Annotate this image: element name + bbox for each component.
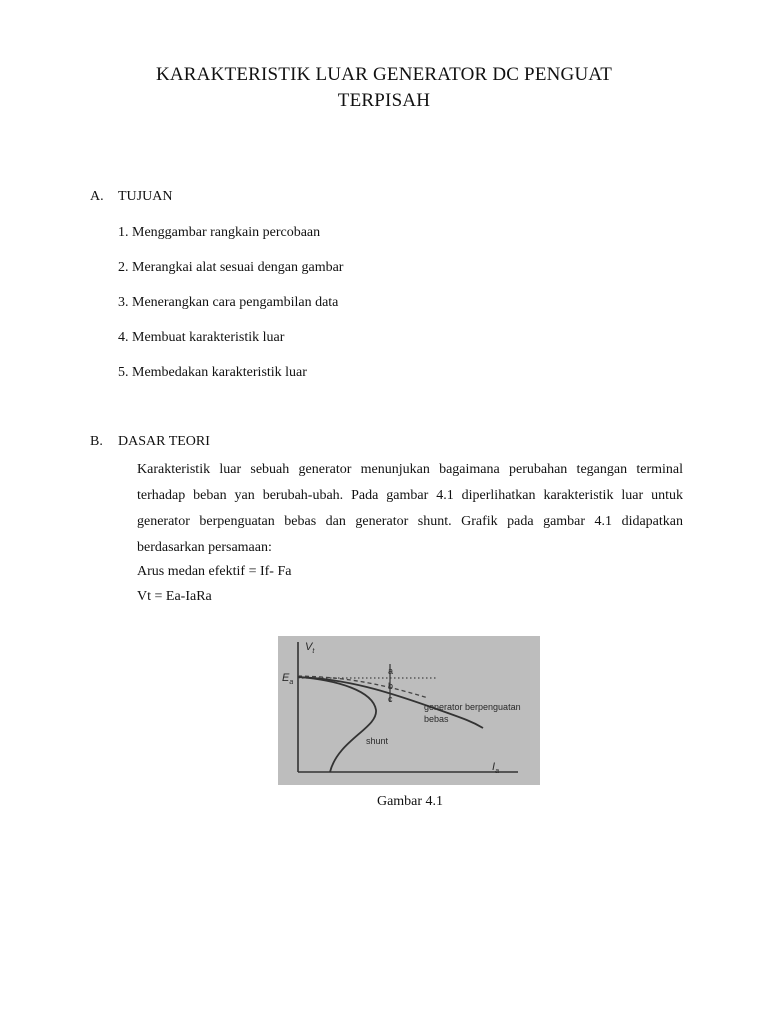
characteristic-graph (278, 636, 540, 785)
point-a-label: a (388, 666, 394, 676)
title-line-2: TERPISAH (337, 90, 431, 111)
ea-label: $E_a$ (282, 672, 294, 686)
figure-4-1 (278, 636, 540, 785)
section-b-title: DASAR TEORI (118, 434, 210, 449)
y-axis-label: $V_t$ (305, 641, 315, 655)
document-title (0, 62, 768, 114)
x-axis-label: $I_a$ (492, 761, 499, 775)
objective-item-4: 4. Membuat karakteristik luar (118, 330, 285, 345)
objective-item-2: 2. Merangkai alat sesuai dengan gambar (118, 260, 344, 275)
objective-item-3: 3. Menerangkan cara pengambilan data (118, 295, 339, 310)
equation-effective-field-current: Arus medan efektif = If- Fa (137, 564, 292, 579)
section-b-heading (90, 433, 210, 451)
section-b-letter: B. (90, 434, 103, 449)
point-c-label: c (388, 694, 393, 704)
figure-caption: Gambar 4.1 (376, 794, 444, 809)
title-line-1: KARAKTERISTIK LUAR GENERATOR DC PENGUAT (155, 64, 613, 85)
equation-terminal-voltage: Vt = Ea-IaRa (137, 589, 212, 604)
section-a-heading (90, 188, 172, 206)
objective-item-1: 1. Menggambar rangkain percobaan (118, 225, 321, 240)
point-b-label: b (388, 681, 394, 691)
section-a-letter: A. (90, 189, 104, 204)
objective-item-5: 5. Membedakan karakteristik luar (118, 365, 307, 380)
generator-label-line-2: bebas (424, 714, 449, 724)
generator-label-line-1: generator berpenguatan (424, 702, 521, 712)
shunt-label: shunt (366, 736, 389, 746)
shunt-curve (298, 677, 376, 772)
theory-paragraph: Karakteristik luar sebuah generator menunjukan bagaimana perubahan tegangan terminal terhadap beban yan berubah-ubah. Pada gambar 4.1 diperlihatkan karakteristik luar untuk generator berpenguatan bebas dan generator shunt. Grafik pada gambar 4.1 didapatkan berdasarkan persamaan: (137, 462, 683, 555)
section-a-title: TUJUAN (118, 189, 173, 204)
